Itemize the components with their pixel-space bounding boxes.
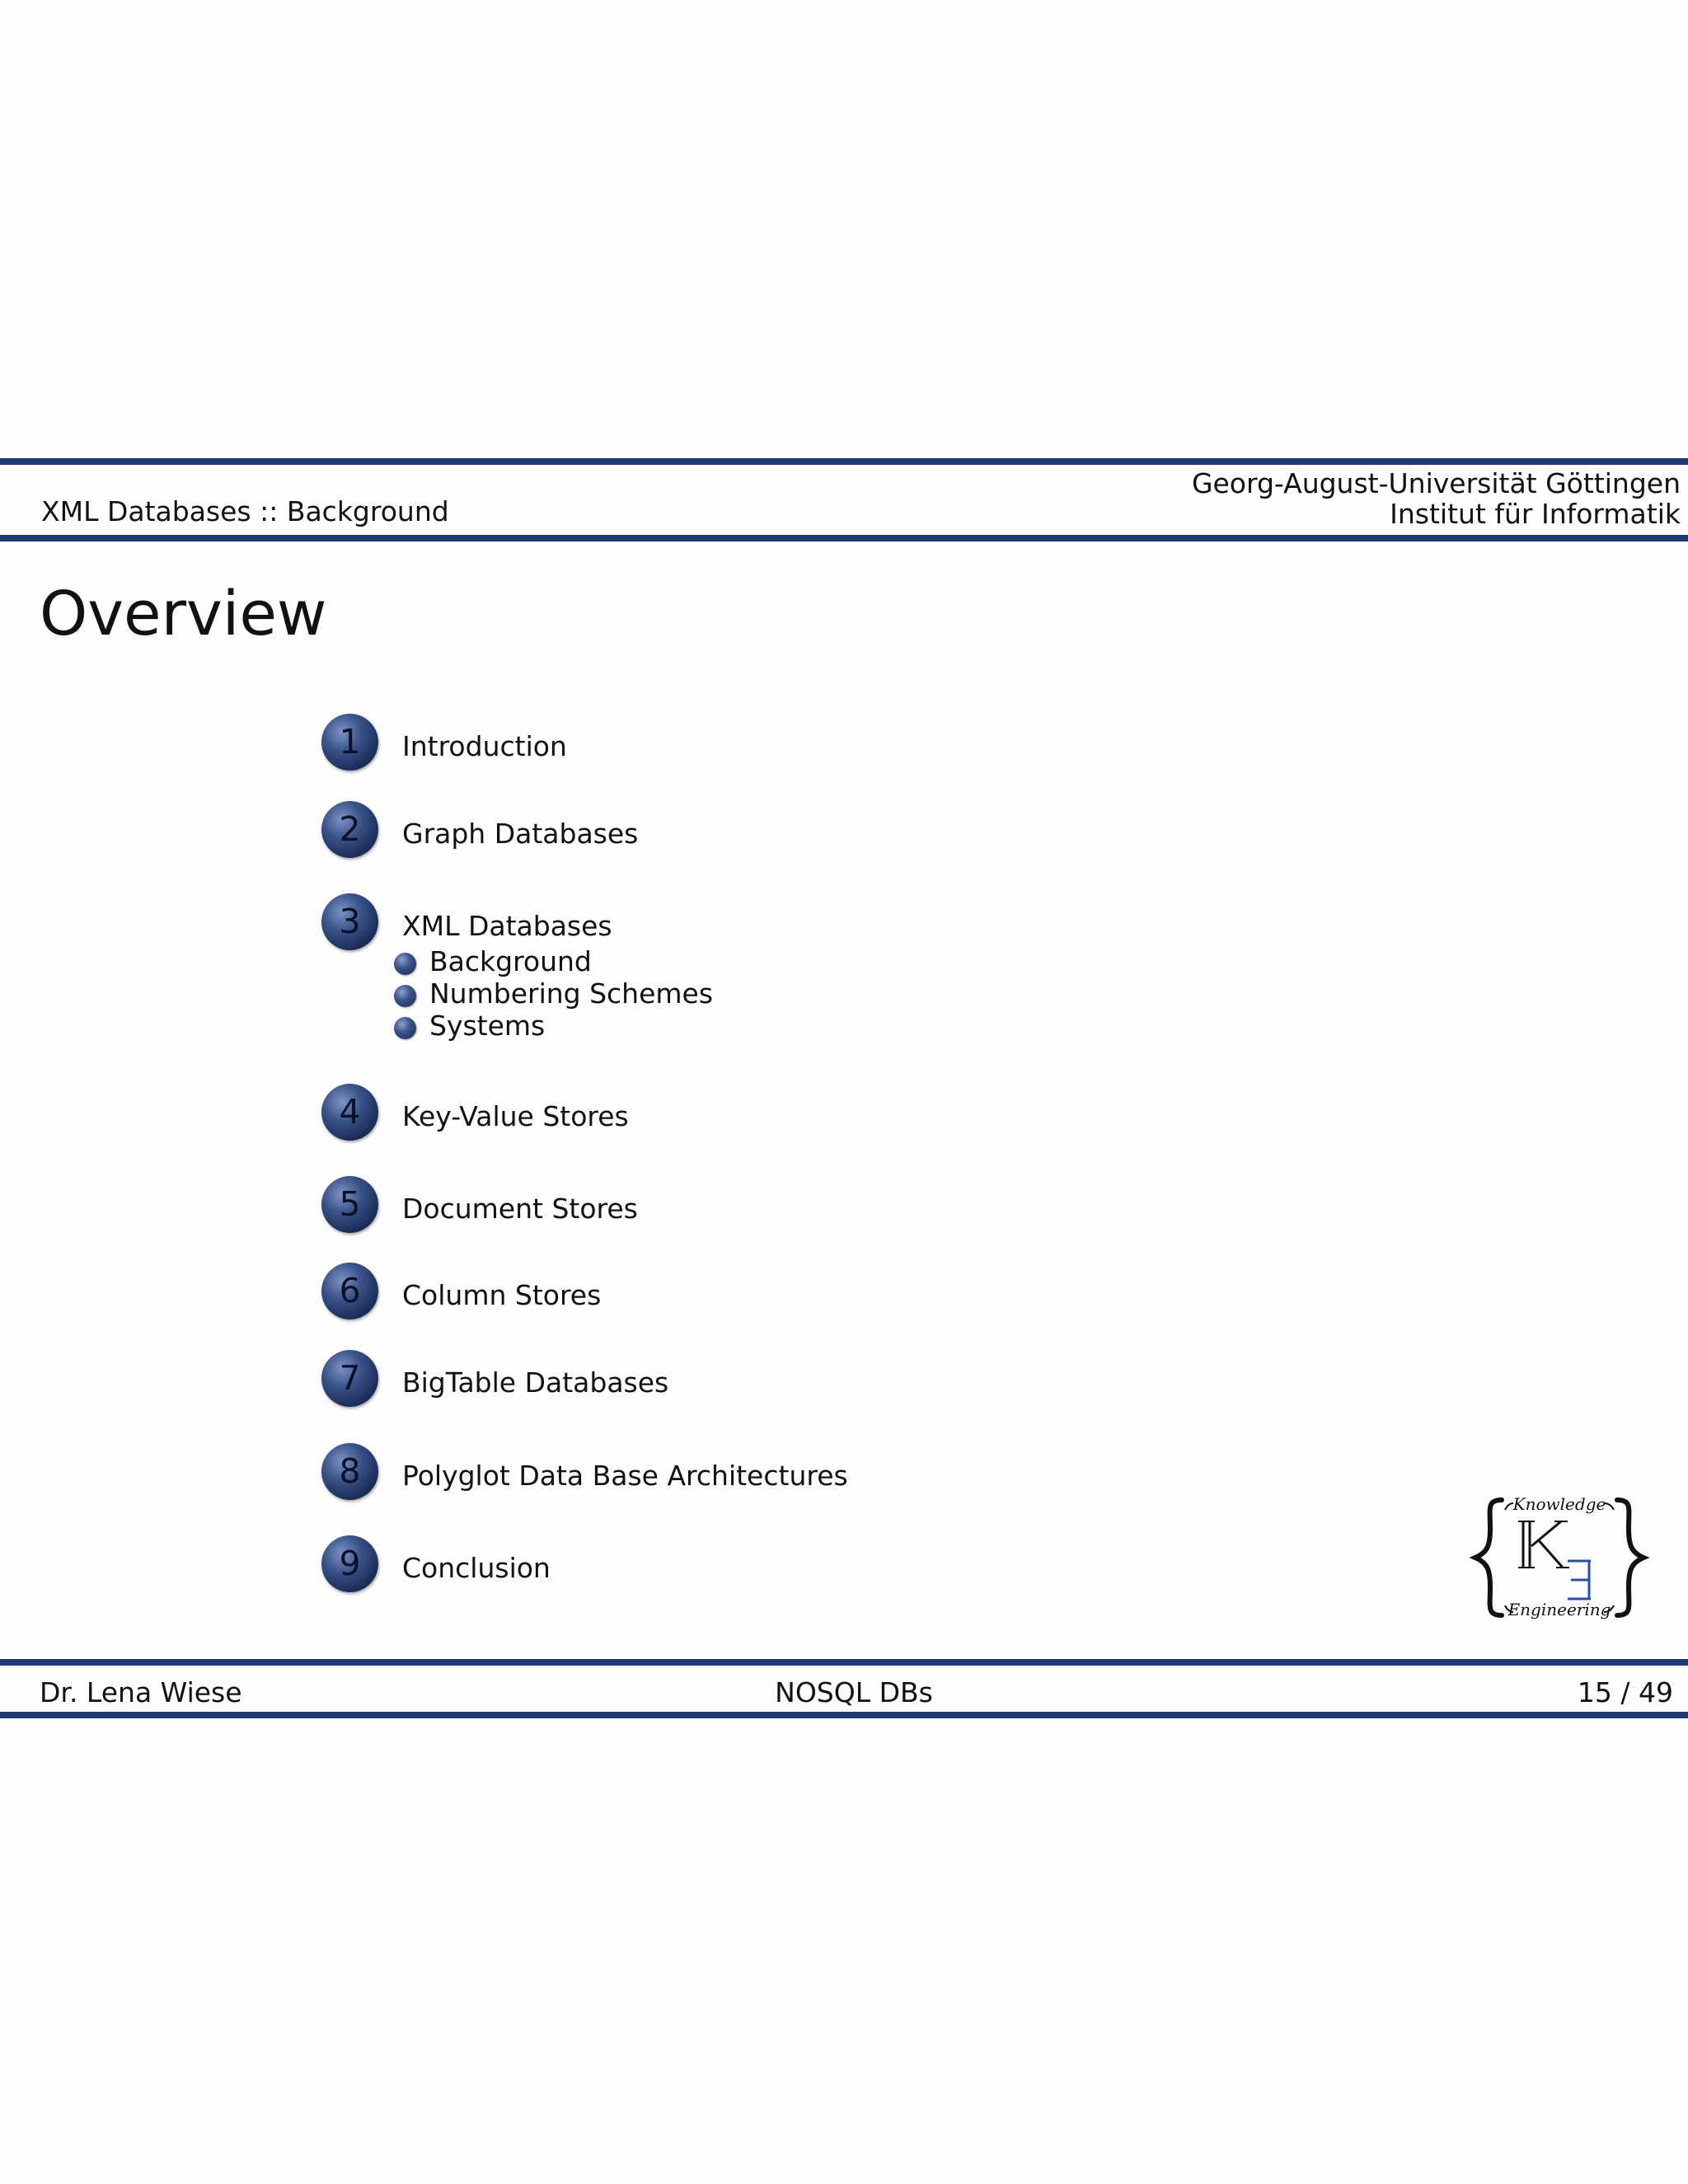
footer-bottom-rule [0,1712,1688,1718]
footer-top-rule [0,1659,1688,1666]
toc-subitem-background[interactable] [394,945,889,975]
toc-item-bigtable-databases[interactable] [321,1350,1063,1408]
logo-bottom-text: Engineering [1507,1600,1611,1619]
toc-subitem-label: Background [429,945,592,977]
header-institution-line2: Institut für Informatik [1390,498,1681,530]
toc-subitem-bullet [394,985,416,1007]
logo-top-left-arc [1505,1503,1513,1510]
toc-item-key-value-stores[interactable] [321,1084,1063,1141]
toc-label: Conclusion [402,1552,551,1584]
exists-symbol-icon [1568,1561,1591,1599]
double-struck-k-icon [1518,1521,1569,1568]
toc-item-conclusion[interactable] [321,1535,1063,1593]
frame-title: Overview [40,579,327,649]
knowledge-engineering-logo [1469,1492,1650,1624]
toc-number-ball: 4 [321,1084,378,1141]
toc-item-xml-databases[interactable] [321,893,1063,951]
toc-number-ball: 8 [321,1443,378,1500]
toc-label: Introduction [402,730,567,762]
right-brace-icon [1617,1500,1643,1615]
toc-subitem-bullet [394,1017,416,1039]
toc-item-document-stores[interactable] [321,1176,1063,1234]
toc-item-polyglot-architectures[interactable] [321,1443,1063,1501]
toc-subitem-label: Numbering Schemes [429,977,714,1010]
logo-top-text: Knowledge [1512,1494,1606,1514]
left-brace-icon [1475,1500,1502,1615]
toc-label: Document Stores [402,1193,638,1225]
header-section-title: XML Databases :: Background [41,495,449,527]
footer-page-number [1578,1676,1673,1709]
toc-item-graph-databases[interactable] [321,801,1063,859]
toc-item-introduction[interactable] [321,714,1063,771]
header-institution [1192,468,1681,529]
toc-number-ball: 3 [321,893,378,950]
header-bottom-rule [0,535,1688,541]
toc-number-ball: 2 [321,801,378,858]
toc-number-ball: 9 [321,1535,378,1592]
toc-number-ball: 7 [321,1350,378,1407]
toc-label: Key-Value Stores [402,1100,629,1132]
toc-number-ball: 5 [321,1176,378,1233]
toc-number-ball: 1 [321,714,378,771]
toc-label: XML Databases [402,910,612,942]
page-total: 49 [1639,1676,1673,1708]
page-current: 15 [1577,1676,1612,1708]
toc-number-ball: 6 [321,1263,378,1319]
toc-item-column-stores[interactable] [321,1263,1063,1320]
footer-author: Dr. Lena Wiese [40,1676,242,1708]
toc-label: BigTable Databases [402,1366,669,1399]
header-top-rule [0,458,1688,465]
footer-title: NOSQL DBs [775,1676,933,1708]
toc-subitem-numbering-schemes[interactable] [394,977,889,1010]
toc-label: Polyglot Data Base Architectures [402,1460,848,1492]
page-separator: / [1620,1676,1630,1708]
toc-subitem-label: Systems [429,1010,546,1042]
toc-subitem-bullet [394,953,416,975]
header-institution-line1: Georg-August-Universität Göttingen [1191,467,1681,499]
toc-subitem-systems[interactable] [394,1010,889,1042]
toc-label: Graph Databases [402,818,639,850]
toc-label: Column Stores [402,1279,602,1311]
